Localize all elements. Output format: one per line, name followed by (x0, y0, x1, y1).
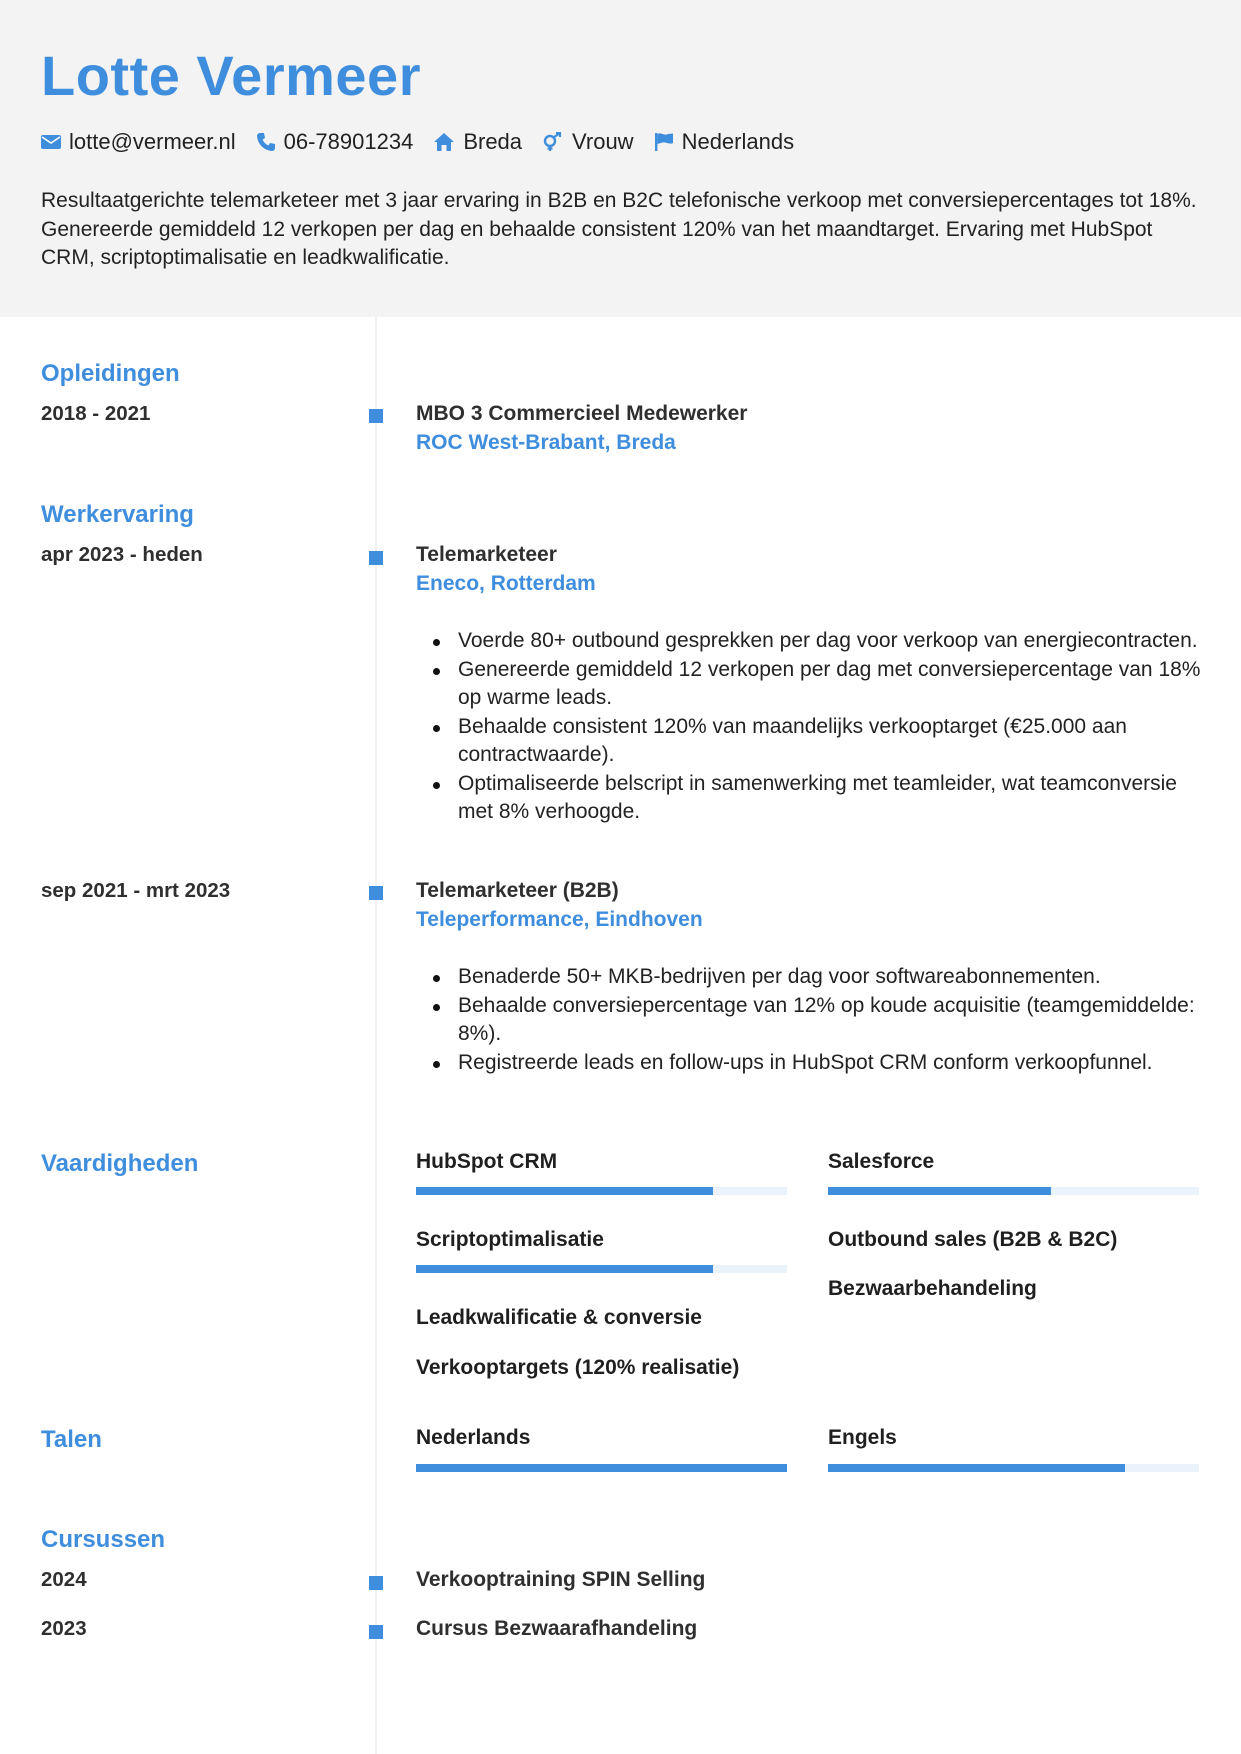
contact-email[interactable] (41, 129, 236, 155)
header (0, 0, 1241, 317)
job-dates: sep 2021 - mrt 2023 (41, 879, 231, 902)
contact-nationality (654, 129, 795, 155)
home-icon (433, 132, 455, 152)
skill-label: Leadkwalificatie & conversie (416, 1306, 702, 1329)
contact-row (41, 127, 814, 157)
job-title: Telemarketeer (416, 543, 557, 566)
job-employer: Eneco, Rotterdam (416, 572, 596, 595)
candidate-name: Lotte Vermeer (41, 44, 421, 107)
section-title-experience: Werkervaring (41, 501, 194, 528)
bullet-item: Voerde 80+ outbound gesprekken per dag voor verkoop van energiecontracten. (416, 627, 1206, 656)
skill-label: Salesforce (828, 1150, 935, 1173)
education-dates: 2018 - 2021 (41, 402, 151, 425)
timeline-divider (375, 317, 377, 1754)
language-label: Engels (828, 1426, 897, 1449)
skill-label: Bezwaarbehandeling (828, 1277, 1037, 1300)
job-employer: Teleperformance, Eindhoven (416, 908, 703, 931)
language-bar-fill (416, 1464, 787, 1472)
job-dates: apr 2023 - heden (41, 543, 203, 566)
education-title: MBO 3 Commercieel Medewerker (416, 402, 748, 425)
skill-bar (828, 1187, 1199, 1195)
flag-icon (654, 132, 674, 152)
email-text: lotte@vermeer.nl (69, 129, 236, 154)
contact-city (433, 129, 522, 155)
education-institution: ROC West-Brabant, Breda (416, 431, 676, 454)
job-bullets (416, 627, 1206, 827)
course-title: Verkooptraining SPIN Selling (416, 1568, 706, 1591)
skill-bar-fill (828, 1187, 1051, 1195)
bullet-item: Genereerde gemiddeld 12 verkopen per dag met conversiepercentage van 18% op warme leads. (416, 656, 1206, 713)
nationality-text: Nederlands (681, 129, 795, 154)
contact-gender (542, 129, 634, 155)
course-dates: 2023 (41, 1617, 87, 1640)
timeline-marker (369, 1576, 383, 1590)
section-title-education: Opleidingen (41, 360, 180, 387)
bullet-item: Registreerde leads en follow-ups in HubSpot CRM conform verkoopfunnel. (416, 1049, 1206, 1078)
bullet-item: Behaalde consistent 120% van maandelijks verkooptarget (€25.000 aan contractwaarde). (416, 713, 1206, 770)
timeline-marker (369, 551, 383, 565)
bullet-item: Optimaliseerde belscript in samenwerking met teamleider, wat teamconversie met 8% verhoogde. (416, 770, 1206, 827)
skill-label: HubSpot CRM (416, 1150, 558, 1173)
course-title: Cursus Bezwaarafhandeling (416, 1617, 698, 1640)
job-title: Telemarketeer (B2B) (416, 879, 619, 902)
section-title-languages: Talen (41, 1426, 102, 1453)
timeline-marker (369, 1625, 383, 1639)
phone-icon (256, 132, 276, 152)
skill-bar (416, 1265, 787, 1273)
phone-text: 06-78901234 (283, 129, 414, 154)
job-bullets (416, 963, 1206, 1077)
profile-summary: Resultaatgerichte telemarketeer met 3 jaar ervaring in B2B en B2C telefonische verkoop met conversiepercentages tot 18%. Genereerde gemiddeld 12 verkopen per dag en behaalde consistent 120% van het maandtarget. Ervaring met HubSpot CRM, scriptoptimalisatie en leadkwalificatie. (41, 189, 1197, 269)
gender-text: Vrouw (572, 129, 634, 154)
skill-label: Outbound sales (B2B & B2C) (828, 1228, 1118, 1251)
timeline-marker (369, 409, 383, 423)
bullet-item: Benaderde 50+ MKB-bedrijven per dag voor softwareabonnementen. (416, 963, 1206, 992)
language-bar-fill (828, 1464, 1125, 1472)
skill-label: Verkooptargets (120% realisatie) (416, 1356, 740, 1379)
section-title-courses: Cursussen (41, 1526, 166, 1553)
gender-icon (542, 132, 564, 152)
skill-label: Scriptoptimalisatie (416, 1228, 604, 1251)
contact-phone[interactable] (256, 129, 414, 155)
skill-bar-fill (416, 1187, 713, 1195)
section-title-skills: Vaardigheden (41, 1150, 199, 1177)
language-bar (416, 1464, 787, 1472)
skill-bar-fill (416, 1265, 713, 1273)
city-text: Breda (463, 129, 523, 154)
skill-bar (416, 1187, 787, 1195)
bullet-item: Behaalde conversiepercentage van 12% op koude acquisitie (teamgemiddelde: 8%). (416, 992, 1206, 1049)
timeline-marker (369, 886, 383, 900)
language-label: Nederlands (416, 1426, 531, 1449)
course-dates: 2024 (41, 1568, 87, 1591)
envelope-icon (41, 134, 61, 150)
language-bar (828, 1464, 1199, 1472)
